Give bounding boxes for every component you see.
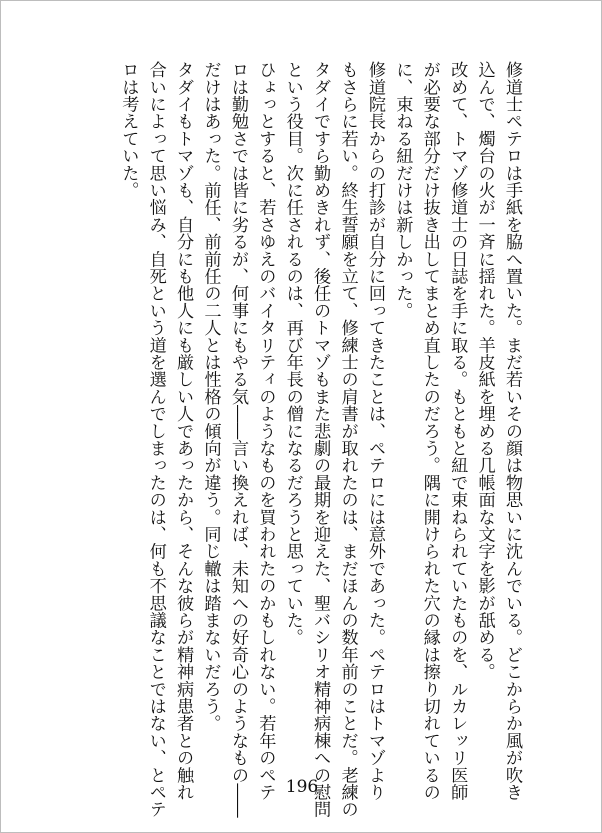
text-column: ひょっとすると、若さゆえのバイタリティのようなものを買われたのかもしれない。若年のペテ (255, 61, 276, 801)
text-column: もさらに若い。終生誓願を立て、修練士の肩書が取れたのは、まだほんの数年前のことだ。老練の (337, 61, 358, 818)
text-column: 改めて、トマゾ修道士の日誌を手に取る。もともと紐で束ねられていたものを、ルカレッリ医師 (447, 61, 468, 801)
text-column: が必要な部分だけ抜き出してまとめ直したのだろう。隅に開けられた穴の縁は擦り切れているの (419, 61, 440, 801)
text-column: タダイもトマゾも、自分にも他人にも厳しい人であったから、そんな彼らが精神病患者との触れ (173, 61, 194, 801)
page-number: 196 (285, 777, 319, 797)
text-column: 修道士ペテロは手紙を脇へ置いた。まだ若いその顔は物思いに沈んでいる。どこからか風が吹き (502, 61, 522, 801)
text-column: タダイですら勤めきれず、後任のトマゾもまた悲劇の最期を迎えた、聖バシリオ精神病棟への慰問 (310, 61, 331, 818)
text-column: という役目。次に任されるのは、再び年長の僧になるだろうと思っていた。 (282, 61, 303, 646)
text-column: だけはあった。前任、前前任の二人とは性格の傾向が違う。同じ轍は踏まないだろう。 (200, 61, 221, 732)
text-column: ロは勤勉さでは皆に劣るが、何事にもやる気――言い換えれば、未知への好奇心のようなもの―― (227, 61, 248, 818)
text-column: 修道院長からの打診が自分に回ってきたことは、ペテロには意外であった。ペテロはトマゾより (364, 61, 385, 801)
text-column: 込んで、燭台の火が一斉に揺れた。羊皮紙を埋める几帳面な文字を影が舐める。 (474, 61, 495, 681)
text-column: 合いによって思い悩み、自死という道を選んでしまったのは、何も不思議なことではない、とペテ (145, 61, 166, 818)
text-column: ロは考えていた。 (118, 61, 139, 199)
text-column: に、束ねる紐だけは新しかった。 (392, 61, 413, 319)
